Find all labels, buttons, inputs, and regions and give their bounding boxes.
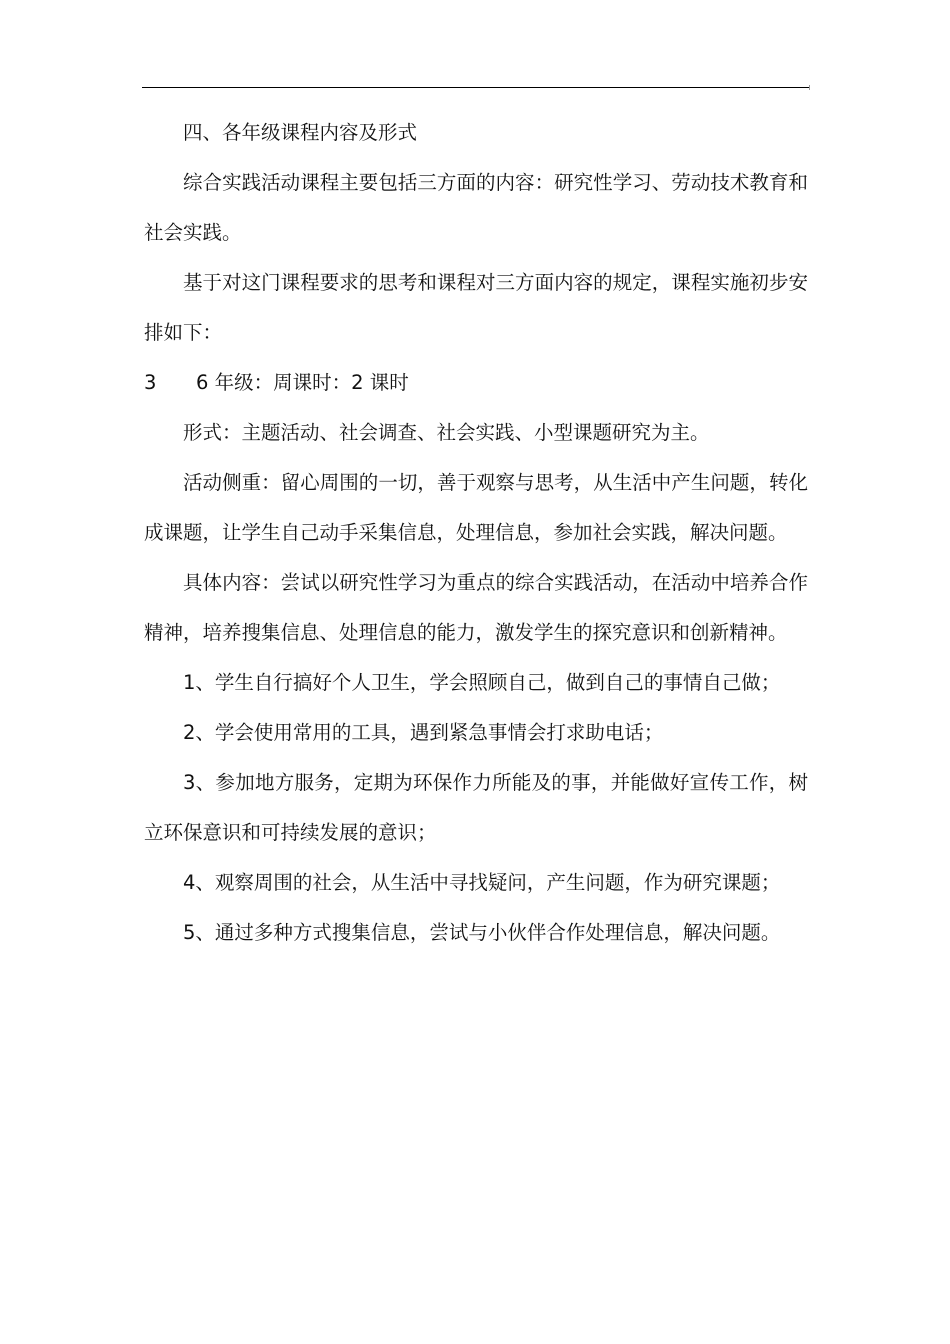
grade-text: 6 年级：周课时：2 课时 [196, 371, 409, 394]
grade-number: 3 [144, 371, 157, 394]
intro-paragraph: 综合实践活动课程主要包括三方面的内容：研究性学习、劳动技术教育和社会实践。 [144, 171, 808, 244]
grade-line [144, 358, 808, 408]
content-paragraph: 具体内容：尝试以研究性学习为重点的综合实践活动，在活动中培养合作精神，培养搜集信息、处理信息的能力，激发学生的探究意识和创新精神。 [144, 571, 808, 644]
form-paragraph: 形式：主题活动、社会调查、社会实践、小型课题研究为主。 [183, 421, 710, 444]
basis-paragraph: 基于对这门课程要求的思考和课程对三方面内容的规定，课程实施初步安排如下： [144, 271, 808, 344]
section-heading: 四、各年级课程内容及形式 [183, 121, 418, 144]
header-rule-end-mark [809, 85, 810, 90]
header-rule [142, 87, 809, 88]
list-item-5: 5、通过多种方式搜集信息，尝试与小伙伴合作处理信息，解决问题。 [183, 921, 781, 944]
list-item-2: 2、学会使用常用的工具，遇到紧急事情会打求助电话； [183, 721, 664, 744]
list-item-4: 4、观察周围的社会，从生活中寻找疑问，产生问题，作为研究课题； [183, 871, 781, 894]
focus-paragraph: 活动侧重：留心周围的一切，善于观察与思考，从生活中产生问题，转化成课题，让学生自己动手采集信息，处理信息，参加社会实践，解决问题。 [144, 471, 808, 544]
document-body [144, 108, 808, 958]
list-item-1: 1、学生自行搞好个人卫生，学会照顾自己，做到自己的事情自己做； [183, 671, 781, 694]
list-item-3: 3、参加地方服务，定期为环保作力所能及的事，并能做好宣传工作，树立环保意识和可持续发展的意识； [144, 771, 808, 844]
